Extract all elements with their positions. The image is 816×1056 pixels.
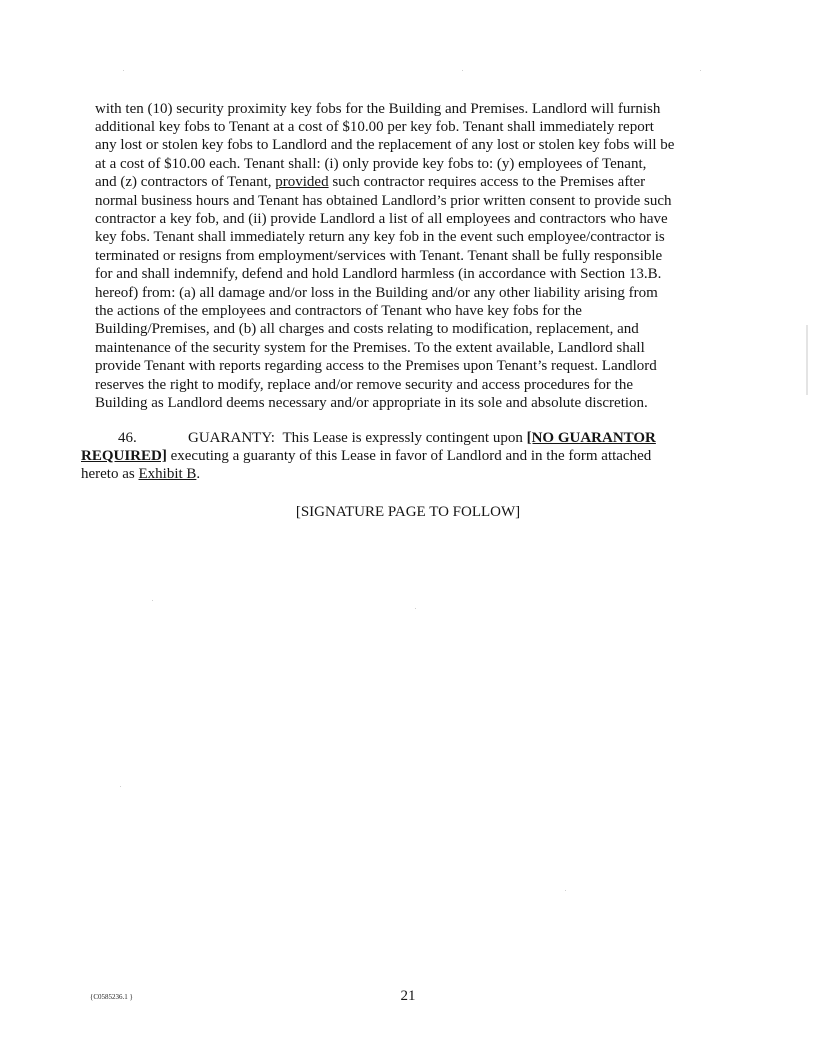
scan-speck — [415, 608, 416, 609]
paragraph-line: hereof) from: (a) all damage and/or loss in the Building and/or any other liability arising from — [95, 285, 658, 301]
paragraph-line: reserves the right to modify, replace and/or remove security and access procedures for the — [95, 377, 633, 393]
scan-edge-mark — [806, 325, 808, 395]
no-guarantor-required-term: [NO GUARANTOR — [526, 430, 656, 446]
provided-underlined-term: provided — [275, 174, 329, 190]
paragraph-line — [95, 173, 645, 191]
scan-speck — [120, 786, 121, 787]
paragraph-line: at a cost of $10.00 each. Tenant shall: (i) only provide key fobs to: (y) employees of Tenant, — [95, 156, 647, 172]
paragraph-line: provide Tenant with reports regarding access to the Premises upon Tenant’s request. Landlord — [95, 358, 657, 374]
guaranty-line-2 — [81, 447, 651, 465]
scan-speck — [123, 70, 124, 71]
line-text: such contractor requires access to the Premises after — [328, 174, 646, 190]
line-text: executing a guaranty of this Lease in favor of Landlord and in the form attached — [166, 448, 652, 464]
guaranty-line-3 — [81, 465, 200, 483]
line-text: hereto as — [81, 466, 139, 482]
line-text: This Lease is expressly contingent upon — [282, 430, 527, 446]
signature-page-note: [SIGNATURE PAGE TO FOLLOW] — [295, 504, 521, 520]
paragraph-line: terminated or resigns from employment/services with Tenant. Tenant shall be fully responsible — [95, 248, 663, 264]
scan-speck — [565, 890, 566, 891]
document-code: {C0585236.1 } — [90, 993, 133, 1001]
section-heading: GUARANTY: — [188, 430, 275, 446]
paragraph-line: any lost or stolen key fobs to Landlord and the replacement of any lost or stolen key fobs will be — [95, 137, 675, 153]
guaranty-line-1 — [188, 429, 656, 447]
paragraph-line: normal business hours and Tenant has obtained Landlord’s prior written consent to provide such — [95, 193, 672, 209]
scan-speck — [462, 70, 463, 71]
page-number: 21 — [400, 988, 416, 1004]
scan-speck — [152, 600, 153, 601]
paragraph-line: additional key fobs to Tenant at a cost of $10.00 per key fob. Tenant shall immediately report — [95, 119, 654, 135]
paragraph-line: key fobs. Tenant shall immediately return any key fob in the event such employee/contractor is — [95, 229, 665, 245]
paragraph-line: the actions of the employees and contractors of Tenant who have key fobs for the — [95, 303, 582, 319]
paragraph-line: with ten (10) security proximity key fobs for the Building and Premises. Landlord will furnish — [95, 101, 661, 117]
paragraph-line: for and shall indemnify, defend and hold Landlord harmless (in accordance with Section 13.B. — [95, 266, 662, 282]
section-number: 46. — [118, 430, 137, 446]
paragraph-line: Building/Premises, and (b) all charges and costs relating to modification, replacement, and — [95, 321, 639, 337]
paragraph-line: maintenance of the security system for the Premises. To the extent available, Landlord shall — [95, 340, 645, 356]
scan-speck — [700, 70, 701, 71]
paragraph-line: contractor a key fob, and (ii) provide Landlord a list of all employees and contractors who have — [95, 211, 668, 227]
exhibit-reference: Exhibit B — [138, 466, 197, 482]
no-guarantor-required-term: REQUIRED] — [81, 448, 167, 464]
line-text: and (z) contractors of Tenant, — [95, 174, 276, 190]
line-text: . — [196, 466, 201, 482]
paragraph-line: Building as Landlord deems necessary and/or appropriate in its sole and absolute discretion. — [95, 395, 648, 411]
